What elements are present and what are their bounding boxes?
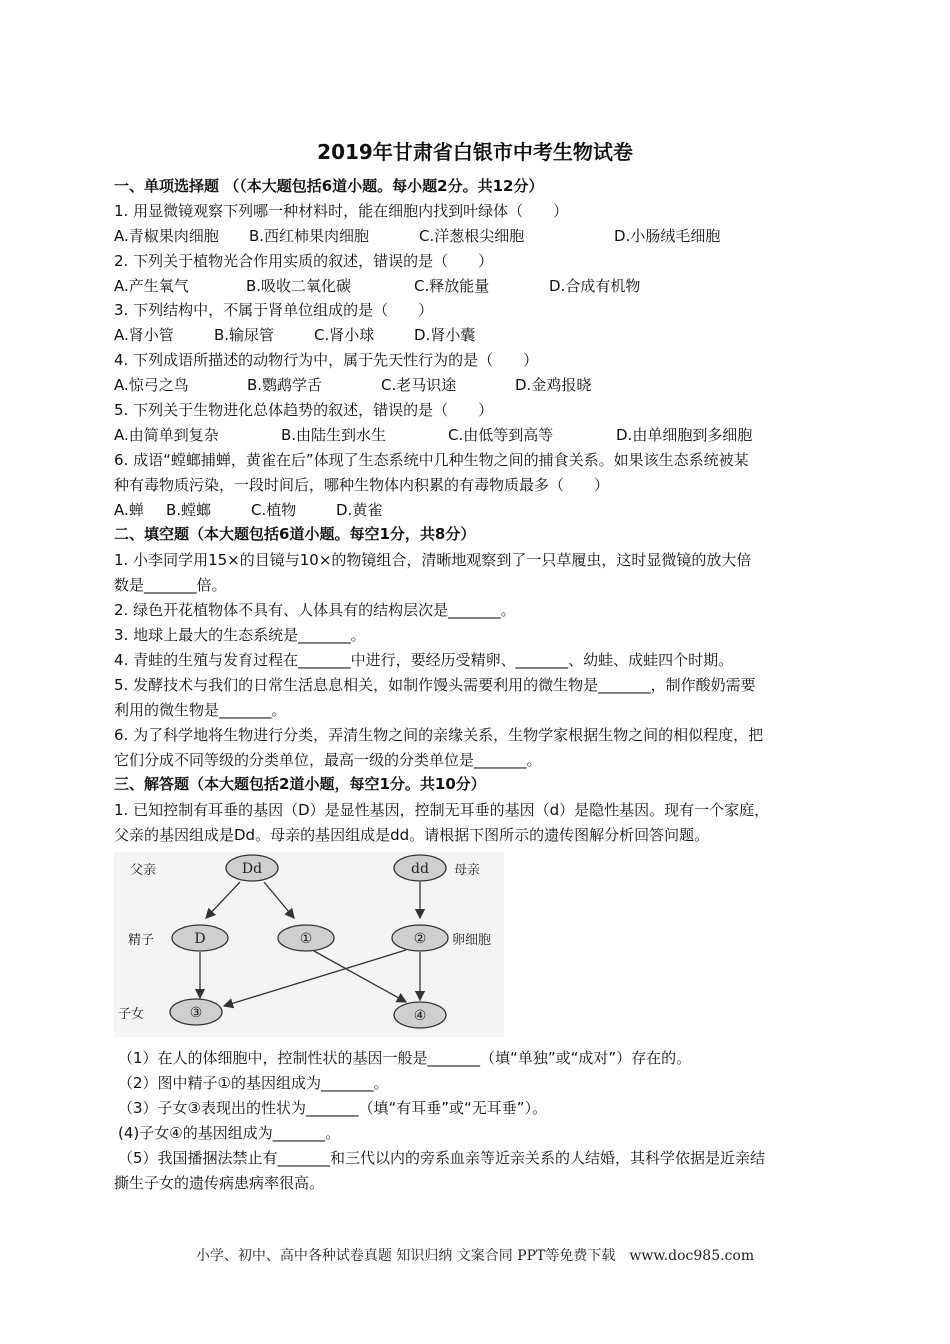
option: A.产生氧气 [114, 277, 189, 295]
option: D.由单细胞到多细胞 [616, 426, 753, 444]
s2-q4: 4. 青蛙的生殖与发育过程在_______中进行，要经历受精卵、_______、幼蛙、成蛙四个时期。 [114, 651, 734, 669]
s1-q1-options [114, 226, 720, 246]
option: D.肾小囊 [414, 326, 476, 344]
child-4: ④ [413, 1008, 427, 1024]
option: B.螳螂 [166, 501, 212, 519]
father-genotype: Dd [241, 861, 263, 877]
option: C.释放能量 [414, 277, 490, 295]
s3-sub5-line2: 撕生子女的遗传病患病率很高。 [114, 1174, 325, 1192]
option: C.肾小球 [314, 326, 375, 344]
option: C.植物 [251, 501, 297, 519]
option: D.合成有机物 [549, 277, 641, 295]
arrow [264, 882, 294, 918]
section-3-heading: 三、解答题（本大题包括2道小题，每空1分。共10分） [114, 775, 486, 793]
option: D.黄雀 [336, 501, 383, 519]
footer: 小学、初中、高中各种试卷真题 知识归纳 文案合同 PPT等免费下载 www.doc985.com [195, 1248, 755, 1264]
s3-sub4: (4)子女④的基因组成为_______。 [118, 1124, 341, 1142]
s3-sub2: （2）图中精子①的基因组成为_______。 [118, 1074, 389, 1092]
s2-q5-line2: 利用的微生物是_______。 [114, 701, 287, 719]
option: D.小肠绒毛细胞 [614, 227, 721, 245]
option: D.金鸡报晓 [515, 376, 592, 394]
s2-q3: 3. 地球上最大的生态系统是_______。 [114, 626, 366, 644]
s1-q1: 1. 用显微镜观察下列哪一种材料时，能在细胞内找到叶绿体（ ） [114, 202, 569, 220]
s2-q1-line1: 1. 小李同学用15×的目镜与10×的物镜组合，清晰地观察到了一只草履虫，这时显微镜的放大倍 [114, 551, 752, 569]
option: B.输尿管 [214, 326, 275, 344]
arrow [314, 951, 406, 1002]
option: A.青椒果肉细胞 [114, 227, 219, 245]
option: C.洋葱根尖细胞 [419, 227, 525, 245]
s2-q1-line2: 数是_______倍。 [114, 576, 227, 594]
option: B.吸收二氧化碳 [246, 277, 352, 295]
arrow [224, 950, 406, 1006]
child-label: 子女 [118, 1007, 145, 1022]
s1-q5-options [114, 425, 752, 445]
s1-q2: 2. 下列关于植物光合作用实质的叙述，错误的是（ ） [114, 252, 494, 270]
mother-label: 母亲 [454, 863, 481, 878]
section-1-heading: 一、单项选择题 （（本大题包括6道小题。每小题2分。共12分） [114, 177, 544, 195]
option: B.由陆生到水生 [281, 426, 387, 444]
s1-q4: 4. 下列成语所描述的动物行为中，属于先天性行为的是（ ） [114, 351, 539, 369]
s1-q3: 3. 下列结构中，不属于肾单位组成的是（ ） [114, 301, 434, 319]
section-2-heading: 二、填空题（本大题包括6道小题。每空1分，共8分） [114, 525, 476, 543]
egg-label: 卵细胞 [452, 933, 492, 948]
s1-q6-line2: 种有毒物质污染，一段时间后，哪种生物体内积累的有毒物质最多（ ） [114, 476, 610, 494]
s1-q4-options [114, 375, 591, 395]
s1-q6-line1: 6. 成语“螳螂捕蝉，黄雀在后”体现了生态系统中几种生物之间的捕食关系。如果该生态系统被某 [114, 451, 749, 469]
option: B.鹦鹉学舌 [247, 376, 323, 394]
heredity-diagram-svg [114, 852, 504, 1037]
s2-q6-line1: 6. 为了科学地将生物进行分类，弄清生物之间的亲缘关系，生物学家根据生物之间的相似程度，把 [114, 726, 764, 744]
s2-q6-line2: 它们分成不同等级的分类单位，最高一级的分类单位是_______。 [114, 751, 542, 769]
s1-q3-options [114, 325, 475, 345]
page-title: 2019年甘肃省白银市中考生物试卷 [317, 140, 633, 164]
option: C.由低等到高等 [448, 426, 554, 444]
egg-2: ② [413, 931, 427, 947]
heredity-diagram [114, 852, 504, 1037]
mother-genotype: dd [411, 861, 429, 877]
option: A.蝉 [114, 501, 144, 519]
option: A.惊弓之鸟 [114, 376, 189, 394]
s2-q5-line1: 5. 发酵技术与我们的日常生活息息相关，如制作馒头需要利用的微生物是_______，制作酸奶需要 [114, 676, 756, 694]
s1-q5: 5. 下列关于生物进化总体趋势的叙述，错误的是（ ） [114, 401, 494, 419]
s1-q6-options [114, 500, 382, 520]
sperm-1: ① [299, 931, 313, 947]
option: C.老马识途 [381, 376, 457, 394]
option: B.西红柿果肉细胞 [249, 227, 370, 245]
sperm-d: D [194, 931, 206, 947]
s3-q1-line1: 1. 已知控制有耳垂的基因（D）是显性基因，控制无耳垂的基因（d）是隐性基因。现有一个家庭， [114, 801, 770, 819]
sperm-label: 精子 [128, 933, 155, 948]
option: A.由简单到复杂 [114, 426, 219, 444]
s3-q1-line2: 父亲的基因组成是Dd。母亲的基因组成是dd。请根据下图所示的遗传图解分析回答问题。 [114, 826, 710, 844]
s3-sub5-line1: （5）我国播捆法禁止有_______和三代以内的旁系血亲等近亲关系的人结婚，其科学依据是近亲结 [118, 1149, 766, 1167]
s2-q2: 2. 绿色开花植物体不具有、人体具有的结构层次是_______。 [114, 601, 516, 619]
option: A.肾小管 [114, 326, 174, 344]
s1-q2-options [114, 276, 640, 296]
s3-sub1: （1）在人的体细胞中，控制性状的基因一般是_______（填“单独”或“成对”）存在的。 [118, 1049, 692, 1067]
s3-sub3: （3）子女③表现出的性状为_______（填“有耳垂”或“无耳垂”）。 [118, 1099, 548, 1117]
child-3: ③ [189, 1005, 203, 1021]
father-label: 父亲 [130, 863, 157, 878]
arrow [206, 882, 240, 918]
